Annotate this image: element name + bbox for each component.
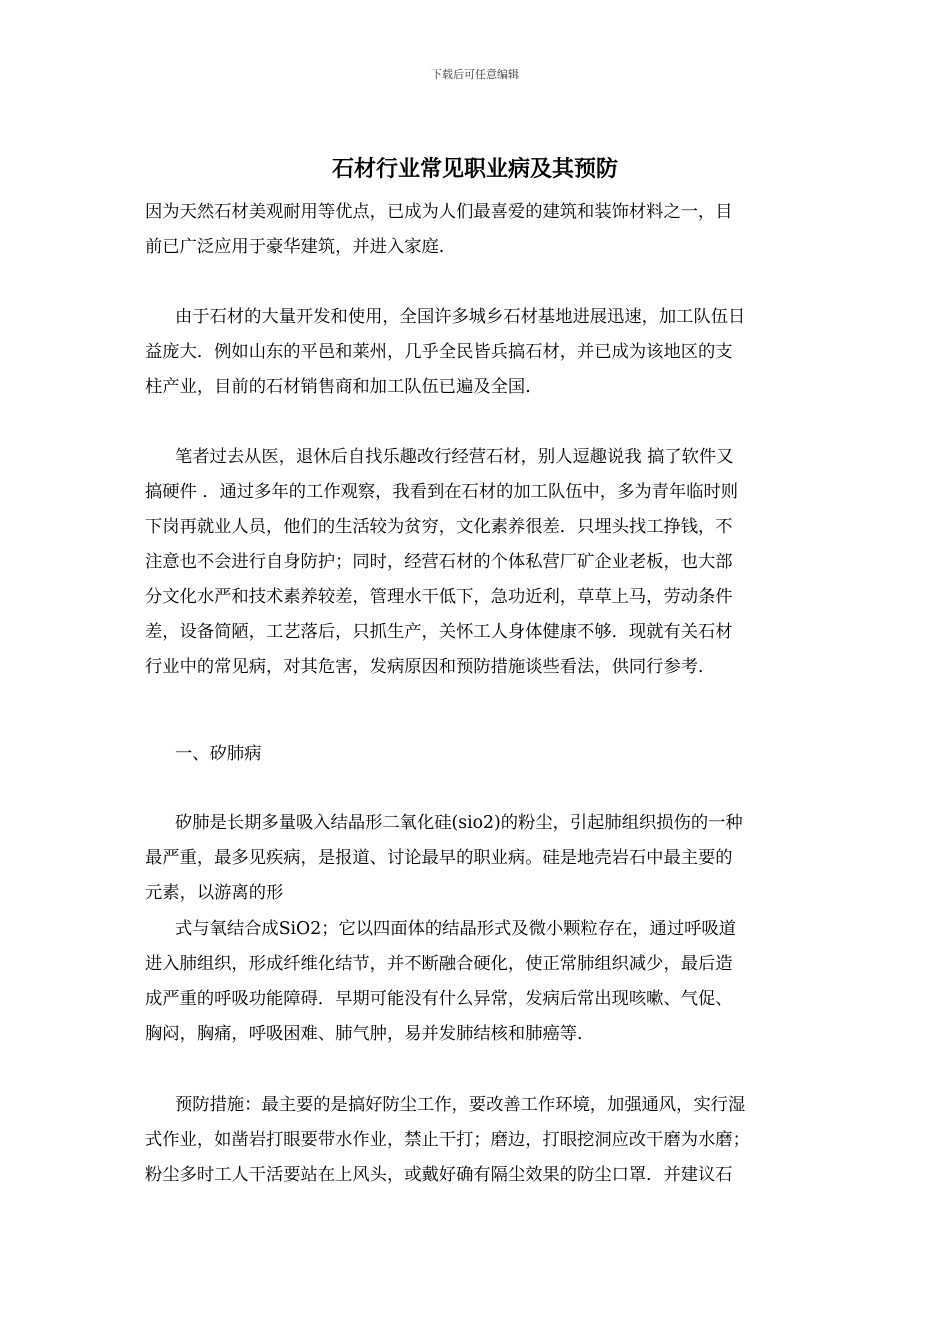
paragraph-line: 式与氧结合成SiO2；它以四面体的结晶形式及微小颗粒存在，通过呼吸道 xyxy=(175,919,736,939)
section-heading-text: 一、矽肺病 xyxy=(175,744,262,764)
paragraph-line: 差，设备简陋，工艺落后，只抓生产，关怀工人身体健康不够．现就有关石材 xyxy=(145,622,733,642)
section-heading xyxy=(145,737,810,772)
paragraph-line: 最严重，最多见疾病，是报道、讨论最早的职业病。硅是地壳岩石中最主要的 xyxy=(145,848,733,868)
paragraph-line: 分文化水严和技术素养较差，管理水干低下，急功近利，草草上马，劳动条件 xyxy=(145,587,733,607)
paragraph-line: 下岗再就业人员，他们的生活较为贫穷，文化素养很差．只埋头找工挣钱，不 xyxy=(145,517,733,537)
paragraph-line: 笔者过去从医，退休后自找乐趣改行经营石材，别人逗趣说我 搞了软件又 xyxy=(175,447,734,467)
paragraph-line: 成严重的呼吸功能障碍．早期可能没有什么异常，发病后常出现咳嗽、气促、 xyxy=(145,989,733,1009)
paragraph-line: 胸闷，胸痛，呼吸困难、肺气肿，易并发肺结核和肺癌等. xyxy=(145,1024,583,1044)
paragraph-line: 搞硬件 ．通过多年的工作观察，我看到在石材的加工队伍中，多为青年临时则 xyxy=(145,482,739,502)
paragraph-silicosis-mechanism xyxy=(145,912,810,1052)
paragraph-line: 进入肺组织，形成纤维化结节，并不断融合硬化，使正常肺组织减少，最后造 xyxy=(145,954,733,974)
paragraph-line: 元素，以游离的形 xyxy=(145,883,284,903)
paragraph-intro xyxy=(145,195,810,265)
paragraph-line: 注意也不会进行自身防护；同时，经营石材的个体私营厂矿企业老板，也大部 xyxy=(145,552,733,572)
paragraph-line: 柱产业，目前的石材销售商和加工队伍已遍及全国. xyxy=(145,377,531,397)
document-title: 石材行业常见职业病及其预防 xyxy=(331,156,618,182)
paragraph-line: 前已广泛应用于豪华建筑，并进入家庭. xyxy=(145,237,445,257)
paragraph-author xyxy=(145,440,810,685)
header-note: 下载后可任意编辑 xyxy=(431,68,519,81)
paragraph-development xyxy=(145,300,810,405)
paragraph-line: 由于石材的大量开发和使用，全国许多城乡石材基地进展迅速，加工队伍日 xyxy=(175,307,746,327)
paragraph-line: 因为天然石材美观耐用等优点，已成为人们最喜爱的建筑和装饰材料之一，目 xyxy=(145,202,733,222)
paragraph-silicosis-definition xyxy=(145,806,810,911)
paragraph-prevention xyxy=(145,1088,810,1193)
paragraph-line: 矽肺是长期多量吸入结晶形二氧化硅(sio2)的粉尘，引起肺组织损伤的一种 xyxy=(175,813,743,833)
paragraph-line: 预防措施：最主要的是搞好防尘工作，要改善工作环境，加强通风，实行湿 xyxy=(175,1095,746,1115)
paragraph-line: 益庞大．例如山东的平邑和莱州，几乎全民皆兵搞石材，并已成为该地区的支 xyxy=(145,342,733,362)
paragraph-line: 粉尘多时工人干活要站在上风头，或戴好确有隔尘效果的防尘口罩．并建议石 xyxy=(145,1165,733,1185)
paragraph-line: 式作业，如凿岩打眼要带水作业，禁止干打；磨边，打眼挖洞应改干磨为水磨； xyxy=(145,1130,750,1150)
paragraph-line: 行业中的常见病，对其危害，发病原因和预防措施谈些看法，供同行参考. xyxy=(145,657,704,677)
